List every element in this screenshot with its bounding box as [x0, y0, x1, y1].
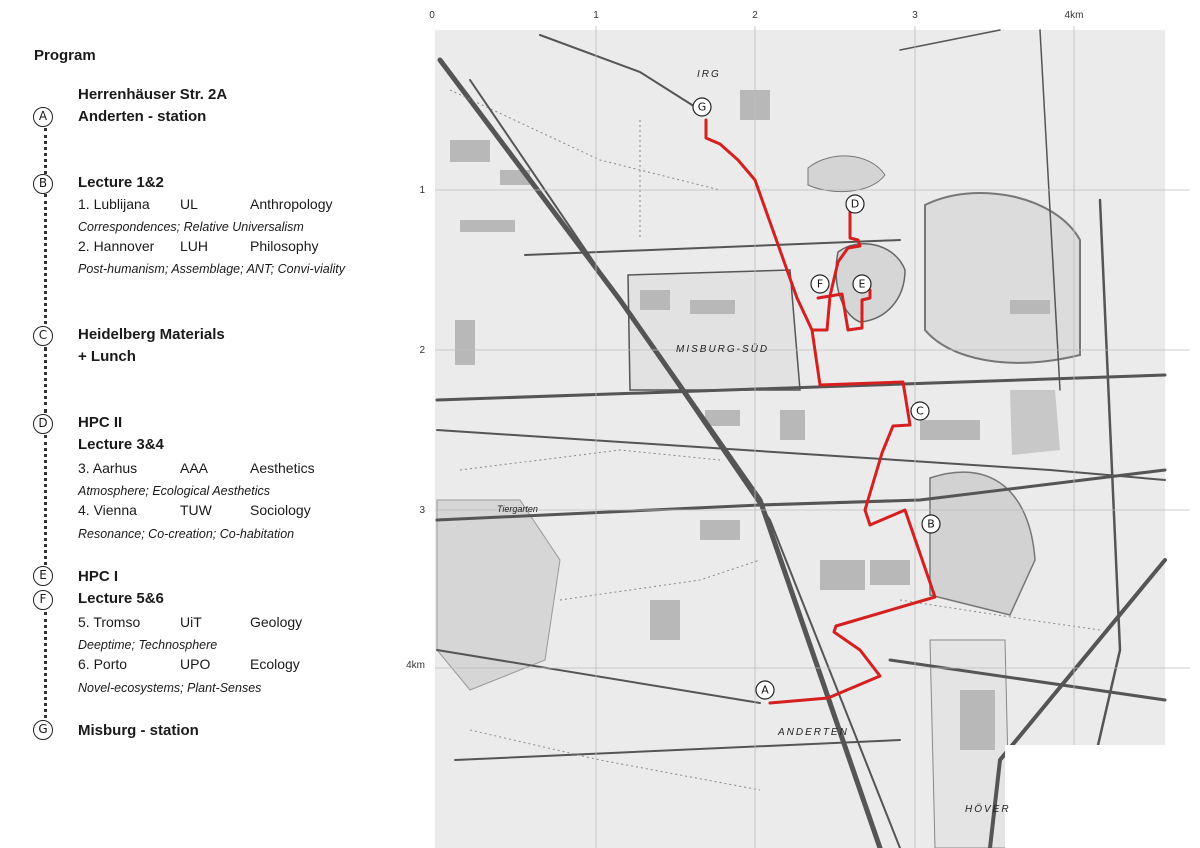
lecture-1-topics: Correspondences; Relative Universalism: [78, 220, 304, 234]
place-burg: IRG: [697, 69, 721, 80]
stop-d-heading: HPC II: [78, 414, 123, 431]
connector-line: [44, 128, 47, 174]
place-misburg-sued: MISBURG-SÜD: [676, 344, 770, 355]
scale-y-3: 3: [419, 505, 425, 516]
marker-c: [911, 402, 929, 420]
lecture-6-discipline: Ecology: [250, 656, 300, 672]
lecture-3-4-heading: Lecture 3&4: [78, 436, 164, 453]
lecture-2-uni: LUH: [180, 238, 209, 254]
lecture-3-city: 3. Aarhus: [78, 460, 138, 476]
scale-y-4: 4km: [406, 660, 425, 671]
stop-b-heading: Lecture 1&2: [78, 174, 164, 191]
stop-f-heading: Lecture 5&6: [78, 590, 164, 607]
connector-line: [44, 194, 47, 324]
svg-text:D: D: [850, 197, 860, 211]
svg-text:E: E: [858, 277, 866, 291]
stop-a-marker: A: [33, 107, 53, 127]
connector-line: [44, 612, 47, 718]
lecture-6-city: 6. Porto: [78, 656, 128, 672]
lecture-6-uni: UPO: [180, 656, 211, 672]
lecture-1-city: 1. Lublijana: [78, 196, 150, 212]
stop-d-marker: D: [33, 414, 53, 434]
scale-x-3: 3: [912, 10, 918, 21]
marker-e: [853, 275, 871, 293]
marker-g: [693, 98, 711, 116]
misburg-sued-area: [628, 270, 800, 390]
lecture-5-topics: Deeptime; Technosphere: [78, 638, 218, 652]
place-hoever: HÖVER: [965, 804, 1011, 815]
lecture-4-uni: TUW: [180, 502, 212, 518]
lecture-1-discipline: Anthropology: [250, 196, 333, 212]
lecture-4-topics: Resonance; Co-creation; Co-habitation: [78, 527, 295, 541]
stop-a-line1: Herrenhäuser Str. 2A: [78, 86, 228, 103]
map-cutout: [1005, 745, 1200, 848]
stop-b-marker: B: [33, 174, 53, 194]
program-title: Program: [34, 47, 96, 64]
stop-g-heading: Misburg - station: [78, 722, 199, 739]
lecture-3-topics: Atmosphere; Ecological Aesthetics: [78, 484, 270, 498]
lecture-2-topics: Post-humanism; Assemblage; ANT; Convi-viality: [78, 262, 345, 276]
stop-c-line2: + Lunch: [78, 348, 136, 365]
lecture-3-uni: AAA: [180, 460, 209, 476]
scale-x-4: 4km: [1064, 10, 1084, 21]
lecture-5-uni: UiT: [180, 614, 202, 630]
place-tiergarten: Tiergarten: [497, 504, 538, 514]
stop-e-marker: E: [33, 566, 53, 586]
marker-a: [756, 681, 774, 699]
lecture-6-topics: Novel-ecosystems; Plant-Senses: [78, 681, 262, 695]
lecture-1-uni: UL: [180, 196, 198, 212]
pond: [1010, 390, 1060, 455]
place-anderten: ANDERTEN: [778, 727, 849, 738]
lecture-4-discipline: Sociology: [250, 502, 311, 518]
stop-e-heading: HPC I: [78, 568, 119, 585]
svg-text:C: C: [916, 404, 924, 418]
stop-a-line2: Anderten - station: [78, 108, 207, 125]
svg-text:G: G: [697, 100, 707, 114]
lecture-2-discipline: Philosophy: [250, 238, 319, 254]
scale-y-1: 1: [419, 185, 425, 196]
marker-b: [922, 515, 940, 533]
stop-c-line1: Heidelberg Materials: [78, 326, 225, 343]
lecture-3-discipline: Aesthetics: [250, 460, 315, 476]
connector-line: [44, 435, 47, 565]
program-legend: [0, 0, 410, 848]
marker-d: [846, 195, 864, 213]
svg-text:B: B: [927, 517, 935, 531]
connector-line: [44, 347, 47, 413]
lecture-4-city: 4. Vienna: [78, 502, 137, 518]
route-map: [406, 0, 1200, 848]
lecture-5-city: 5. Tromso: [78, 614, 141, 630]
scale-x-0: 0: [429, 10, 435, 21]
stop-c-marker: C: [33, 326, 53, 346]
marker-f: [811, 275, 829, 293]
stop-g-marker: G: [33, 720, 53, 740]
lecture-2-city: 2. Hannover: [78, 238, 155, 254]
svg-text:A: A: [761, 683, 769, 697]
scale-x-2: 2: [752, 10, 758, 21]
scale-y-2: 2: [419, 345, 425, 356]
scale-x-1: 1: [593, 10, 599, 21]
stop-f-marker: F: [33, 590, 53, 610]
svg-text:F: F: [816, 277, 824, 291]
lecture-5-discipline: Geology: [250, 614, 303, 630]
